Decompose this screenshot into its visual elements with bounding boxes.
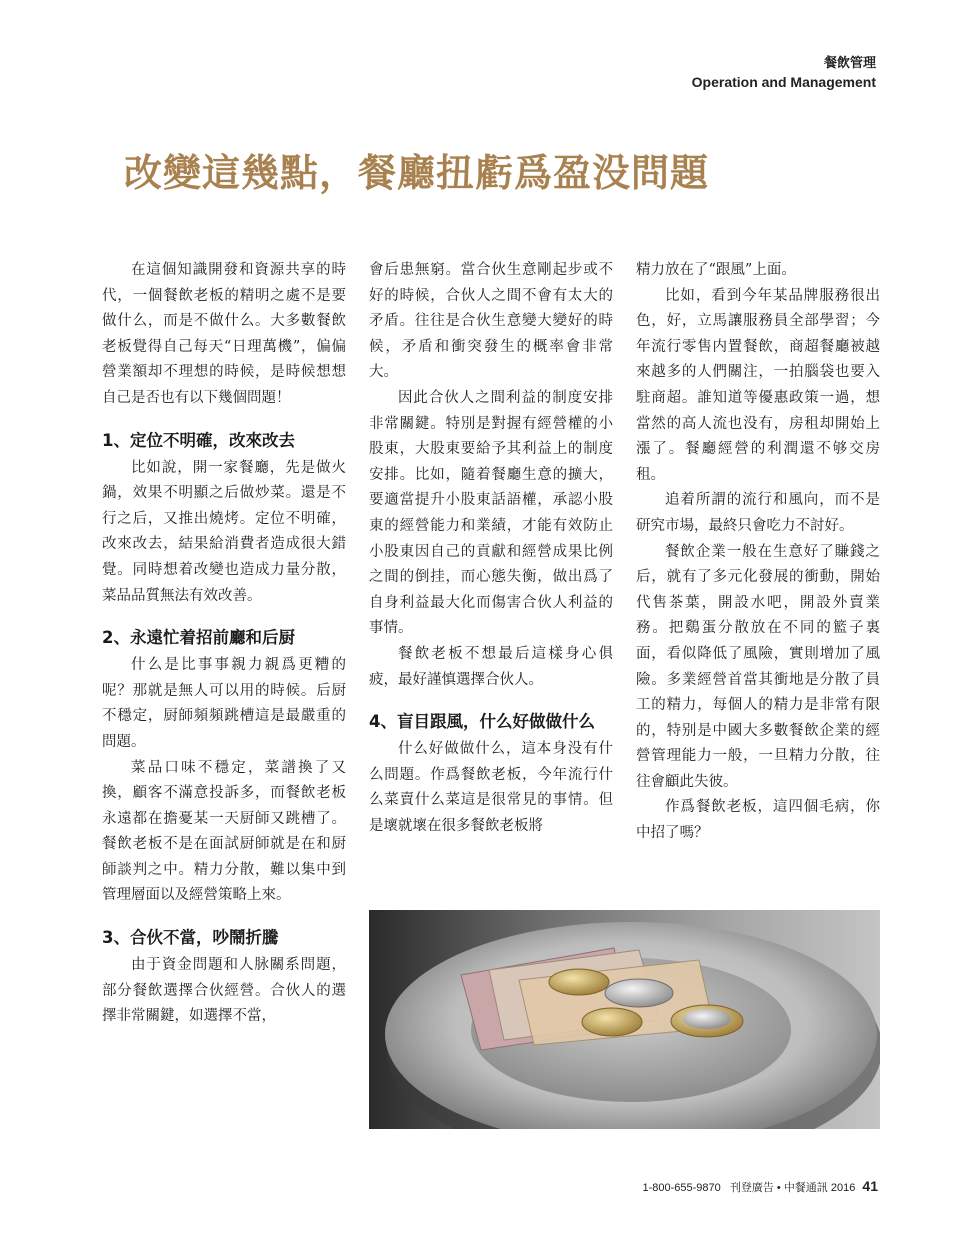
body-paragraph: 什么是比事事親力親爲更糟的呢？那就是無人可以用的時候。后厨不穩定，厨師頻頻跳槽這是最嚴重的問題。 [102,657,346,750]
body-paragraph: 追着所謂的流行和風向，而不是研究市場，最終只會吃力不討好。 [636,492,880,534]
article-column-1 [102,258,346,1030]
section-heading: 2、永遠忙着招前廳和后厨 [102,628,295,648]
article-column-3 [636,258,880,847]
section-heading: 4、盲目跟風，什么好做做什么 [369,712,595,732]
plate-with-coins-and-cards-photo [369,910,880,1129]
body-paragraph: 餐飲企業一般在生意好了賺錢之后，就有了多元化發展的衝動，開始代售茶葉，開設水吧，開設外賣業務。把鷄蛋分散放在不同的籃子裏面，看似降低了風險，實則增加了風險。多業經營首當其衝地是分散了員工的精力，每個人的精力是非常有限的，特别是中國大多數餐飲企業的經營管理能力一般，一旦精力分散，往往會顧此失彼。 [636,543,880,790]
page-number: 41 [862,1178,878,1194]
body-paragraph: 精力放在了“跟風”上面。 [636,262,796,278]
page-footer [642,1178,878,1195]
body-paragraph: 由于資金問題和人脉關系問題，部分餐飲選擇合伙經營。合伙人的選擇非常關鍵，如選擇不當， [102,957,346,1025]
footer-separator: • [776,1182,781,1194]
body-paragraph: 會后患無窮。當合伙生意剛起步或不好的時候，合伙人之間不會有太大的矛盾。往往是合伙生意變大變好的時候，矛盾和衝突發生的概率會非常大。 [369,262,613,381]
section-header-en: Operation and Management [691,74,876,90]
footer-ad-text: 刊登廣告 [729,1182,774,1194]
article-title: 改變這幾點，餐廳扭虧爲盈没問題 [124,150,710,195]
footer-phone: 1-800-655-9870 [642,1182,721,1194]
body-paragraph: 餐飲老板不想最后這樣身心俱疲，最好謹慎選擇合伙人。 [369,645,613,688]
body-paragraph: 比如，看到今年某品牌服務很出色，好，立馬讓服務員全部學習；今年流行零售内置餐飲，商超餐廳被越來越多的人們關注，一拍腦袋也要入駐商超。誰知道等優惠政策一過，想當然的高人流也没有，房租却開始上漲了。餐廳經營的利潤還不够交房租。 [636,287,880,483]
body-paragraph: 因此合伙人之間利益的制度安排非常關鍵。特別是對握有經營權的小股東，大股東要給予其利益上的制度安排。比如，隨着餐廳生意的擴大，要適當提升小股東話語權，承認小股東的經營能力和業績，才能有效防止小股東因自己的貢獻和經營成果比例之間的倒挂，而心態失衡，做出爲了自身利益最大化而傷害合伙人利益的事情。 [369,389,613,637]
footer-publication: 中餐通訊 [783,1182,828,1194]
section-heading: 3、合伙不當，吵鬧折騰 [102,928,279,948]
body-paragraph: 菜品口味不穩定，菜譜換了又換，顧客不滿意投訴多，而餐飲老板永遠都在擔憂某一天厨師又跳槽了。餐飲老板不是在面試厨師就是在和厨師談判之中。精力分散，難以集中到管理層面以及經營策略上來。 [102,759,346,904]
article-column-2 [369,258,613,839]
footer-year: 2016 [830,1182,856,1194]
body-paragraph: 什么好做做什么，這本身没有什么問題。作爲餐飲老板，今年流行什么菜賣什么菜這是很常見的事情。但是壞就壞在很多餐飲老板將 [369,741,613,834]
section-header-zh: 餐飲管理 [823,56,876,71]
body-paragraph: 在這個知識開發和資源共享的時代，一個餐飲老板的精明之處不是要做什么，而是不做什么。大多數餐飲老板覺得自己每天“日理萬機”，偏偏營業額却不理想的時候，是時候想想自己是否也有以下幾個問題！ [102,262,346,406]
body-paragraph: 比如說，開一家餐廳，先是做火鍋，效果不明顯之后做炒菜。還是不行之后，又推出燒烤。定位不明確，改來改去，結果給消費者造成很大錯覺。同時想着改變也造成力量分散，菜品品質無法有效改善。 [102,459,346,604]
plate-illustration [369,910,880,1129]
body-paragraph: 作爲餐飲老板，這四個毛病，你中招了嗎？ [636,799,880,842]
section-heading: 1、定位不明確，改來改去 [102,430,295,450]
